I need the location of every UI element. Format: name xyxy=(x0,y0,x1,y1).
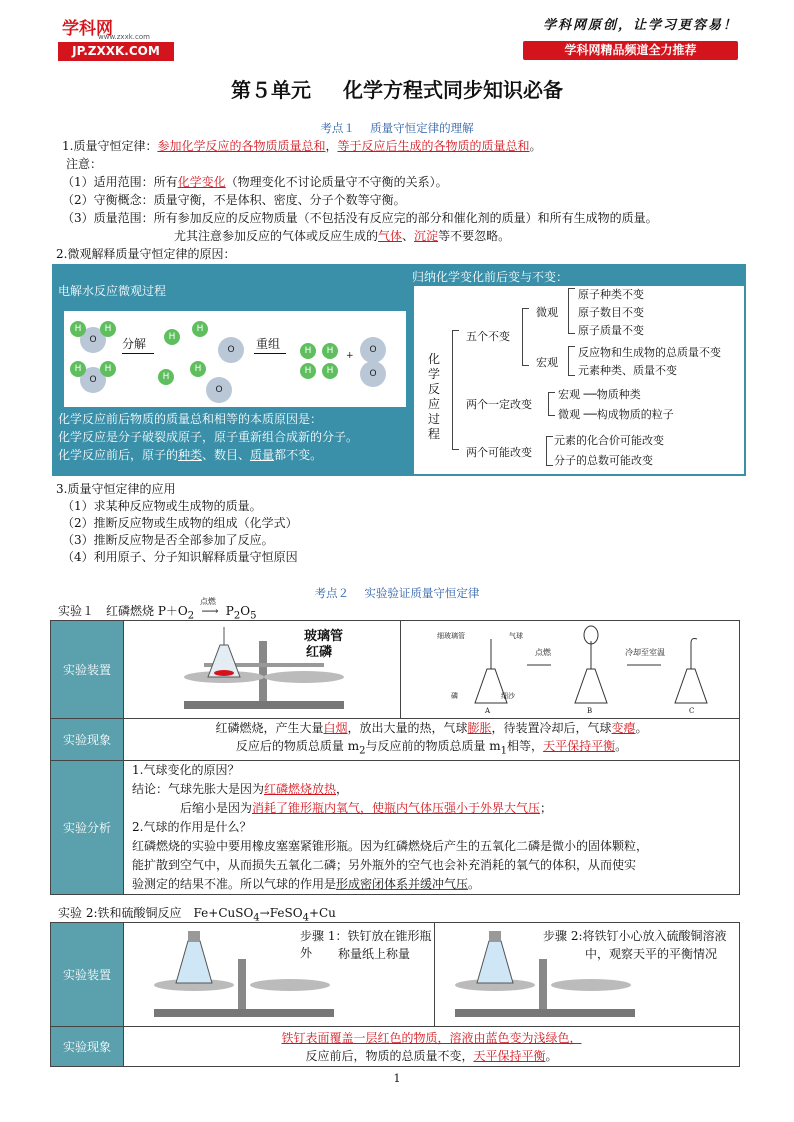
ph3-red: 铁钉表面覆盖一层红色的物质，溶液由蓝色变为浅绿色， xyxy=(281,1030,582,1045)
an3-a: 后缩小是因为 xyxy=(180,801,253,816)
phenomenon-1 xyxy=(124,719,740,761)
section-heading-2: 考点２ 实验验证质量守恒定律 xyxy=(314,586,480,600)
promo-banner: 学科网精品频道全力推荐 xyxy=(523,41,738,60)
logo-text: 学科网 xyxy=(62,19,113,39)
an3-b: ； xyxy=(540,801,553,816)
step-1-line-2: 称量纸上称量 xyxy=(338,947,411,961)
ph2-sub-2: 1 xyxy=(500,745,508,757)
an2-b: ， xyxy=(336,782,349,797)
two-may-change: 两个可能改变 xyxy=(466,446,532,459)
law-part1: 参加化学反应的各物质质量总和 xyxy=(157,139,326,153)
explain-3-mass: 质量 xyxy=(250,448,275,462)
maybe-item-2: 分子的总数可能改变 xyxy=(554,454,653,467)
note-2: （2）守衡概念：质量守衡，不是体积、密度、分子个数等守衡。 xyxy=(62,193,406,207)
application-2: （2）推断反应物或生成物的组成（化学式） xyxy=(62,516,298,530)
fig-b-label-1: 细玻璃管 xyxy=(437,632,465,640)
an7-a: 验测定的结果不准。所以气球的作用是 xyxy=(132,877,337,892)
experiment-2-table xyxy=(50,922,740,1067)
device-image-b xyxy=(401,621,740,719)
hydrogen-atom: H xyxy=(158,369,174,385)
arrow-icon xyxy=(254,353,286,354)
hydrogen-atom: H xyxy=(192,321,208,337)
title-name: 化学方程式同步知识必备 xyxy=(343,78,563,102)
exp1-condition: 点燃 xyxy=(199,597,216,606)
section-heading-1: 考点１ 质量守恒定律的理解 xyxy=(320,121,474,135)
note-1-red: 化学变化 xyxy=(177,175,226,189)
note-1-suffix: （物理变化不讨论质量守不守衡的关系）。 xyxy=(225,175,448,189)
logo-url: www.zxxk.com xyxy=(98,33,150,41)
row-phenomenon-label: 实验现象 xyxy=(51,719,124,761)
note-3b-precipitate: 沉淀 xyxy=(414,229,439,243)
electrolysis-diagram xyxy=(64,311,406,407)
page-title xyxy=(0,74,794,103)
application-1: （1）求某种反应物或生成物的质量。 xyxy=(62,499,262,513)
vertical-label: 化学反应过程 xyxy=(428,352,441,441)
fig-b-label-4: 细沙 xyxy=(501,692,515,700)
hydrogen-atom: H xyxy=(300,363,316,379)
ph1-a: 红磷燃烧，产生大量 xyxy=(215,721,324,735)
an2-a: 结论：气球先胀大是因为 xyxy=(132,782,265,797)
exp2-suffix: +Cu xyxy=(308,906,336,920)
analysis-line-5: 红磷燃烧的实验中要用橡皮塞塞紧锥形瓶。因为红磷燃烧后产生的五氧化二磷是微小的固体颗粒， xyxy=(132,839,649,854)
exp1-prefix: 实验１ 红磷燃烧 P＋O xyxy=(58,604,188,618)
fig-b-step-2: 冷却至室温 xyxy=(625,648,665,657)
brace xyxy=(452,330,459,450)
oxygen-atom: O xyxy=(360,361,386,387)
page-number: 1 xyxy=(393,1072,401,1085)
application-title: 3.质量守恒定律的应用 xyxy=(56,482,176,496)
an7-underlined: 形成密闭体系并缓冲气压 xyxy=(336,877,469,892)
note-label: 注意： xyxy=(66,157,103,171)
analysis-q2: 2.气球的作用是什么？ xyxy=(132,820,252,835)
hydrogen-atom: H xyxy=(100,321,116,337)
law-part2: 等于反应后生成的各物质的质量总和 xyxy=(337,139,530,153)
hydrogen-atom: H xyxy=(322,363,338,379)
oxygen-atom: O xyxy=(206,377,232,403)
exp1-product: P xyxy=(225,604,234,618)
ph1-c: ，待装置冷却后，气球 xyxy=(491,721,612,735)
macro-label: 宏观 xyxy=(536,356,558,369)
note-3b-gas: 气体 xyxy=(378,229,403,243)
ph1-smoke: 白烟 xyxy=(323,721,348,735)
change-item-1: 宏观 ──物质种类 xyxy=(558,388,641,401)
slogan: 学科网原创，让学习更容易！ xyxy=(542,18,738,33)
step-1-line-1: 步骤 1：铁钉放在锥形瓶外 xyxy=(300,929,432,960)
hydrogen-atom: H xyxy=(70,361,86,377)
fig-b-step-1: 点燃 xyxy=(535,648,551,657)
exp1-sub-o: 5 xyxy=(250,610,257,622)
device-image-2a xyxy=(124,923,435,1027)
exp2-prefix: 实验 2:铁和硫酸铜反应 Fe+CuSO xyxy=(58,906,254,920)
hydrogen-atom: H xyxy=(164,329,180,345)
fig-b-label-3: 磷 xyxy=(451,692,458,700)
fig-c: C xyxy=(689,707,695,715)
an3-red: 消耗了锥形瓶内氧气，使瓶内气体压强小于外界大气压 xyxy=(252,801,541,816)
brace xyxy=(568,288,575,334)
micro-label: 微观 xyxy=(536,306,558,319)
arrow-icon xyxy=(122,353,154,354)
exp1-sub: 2 xyxy=(187,610,195,622)
exp1-o: O xyxy=(240,604,251,618)
an7-b: 。 xyxy=(468,877,481,892)
explain-3-kind: 种类 xyxy=(178,448,203,462)
ph1-shrink: 变瘪 xyxy=(611,721,636,735)
ph1-d: 。 xyxy=(635,721,648,735)
law-prefix: 1.质量守恒定律： xyxy=(62,139,158,153)
row-phenomenon-label-2: 实验现象 xyxy=(51,1027,124,1067)
oxygen-atom: O xyxy=(218,337,244,363)
five-unchanged: 五个不变 xyxy=(466,330,510,343)
explain-line-1: 化学反应前后物质的质量总和相等的本质原因是： xyxy=(58,412,323,426)
phenomenon-2 xyxy=(124,1027,740,1067)
two-must-change: 两个一定改变 xyxy=(466,398,532,411)
explain-3-mid: 、数目、 xyxy=(202,448,251,462)
exp2-sub-1: 4 xyxy=(253,912,260,924)
ph4-b: 。 xyxy=(545,1048,558,1063)
macro-item-2: 元素种类、质量不变 xyxy=(578,364,677,377)
row-analysis-label: 实验分析 xyxy=(51,761,124,895)
maybe-item-1: 元素的化合价可能改变 xyxy=(554,434,664,447)
ph1-expand: 膨胀 xyxy=(467,721,492,735)
summary-title: 归纳化学变化前后变与不变： xyxy=(412,270,569,284)
micro-item-1: 原子种类不变 xyxy=(578,288,644,301)
change-item-2: 微观 ──构成物质的粒子 xyxy=(558,408,674,421)
ph2-c: 相等， xyxy=(507,739,544,753)
red-phosphorus-label: 红磷 xyxy=(306,645,333,660)
law-end: 。 xyxy=(529,139,542,153)
note-3b-sep: 、 xyxy=(402,229,415,243)
hydrogen-atom: H xyxy=(100,361,116,377)
brace xyxy=(548,392,555,416)
analysis-q1: 1.气球变化的原因？ xyxy=(132,763,240,778)
summary-diagram xyxy=(414,286,744,474)
logo-domain: JP.ZXXK.COM xyxy=(58,42,174,61)
experiment-1-table xyxy=(50,620,740,895)
analysis-line-6: 能扩散到空气中，从而损失五氧化二磷；另外瓶外的空气也会补充消耗的氧气的体积，从而使实 xyxy=(132,858,637,873)
note-1 xyxy=(62,173,448,191)
device-image-2b xyxy=(435,923,740,1027)
exp1-sub-p: 2 xyxy=(233,610,241,622)
note-3b-prefix: 尤其注意参加反应的气体或反应生成的 xyxy=(174,229,379,243)
step-2-line-1: 步骤 2:将铁钉小心放入硫酸铜溶液 xyxy=(543,929,727,943)
micro-item-2: 原子数目不变 xyxy=(578,306,644,319)
row-device-label: 实验装置 xyxy=(51,621,124,719)
micro-title: 2.微观解释质量守恒定律的原因： xyxy=(56,247,236,261)
law-line xyxy=(62,137,542,155)
ph2-sub-1: 2 xyxy=(359,745,366,757)
exp2-arrow: →FeSO xyxy=(259,906,303,920)
application-4: （4）利用原子、分子知识解释质量守恒原因 xyxy=(62,550,298,564)
ph2-balance: 天平保持平衡 xyxy=(543,739,616,753)
note-3: （3）质量范围：所有参加反应的反应物质量（不包括没有反应完的部分和催化剂的质量）和所有生成物的质量。 xyxy=(62,211,658,225)
ph2-d: 。 xyxy=(615,739,628,753)
exp1-arrow: ⟶ xyxy=(201,604,219,618)
law-comma: ， xyxy=(325,139,338,153)
micro-explanation xyxy=(58,410,358,464)
balance-icon xyxy=(124,621,394,715)
explain-line-2: 化学反应是分子破裂成原子，原子重新组合成新的分子。 xyxy=(58,430,359,444)
exp2-sub-2: 4 xyxy=(302,912,309,924)
micro-item-3: 原子质量不变 xyxy=(578,324,644,337)
hydrogen-atom: H xyxy=(190,361,206,377)
plus-sign: + xyxy=(346,351,354,361)
oxygen-atom: O xyxy=(80,367,106,393)
explain-3-suffix: 都不变。 xyxy=(274,448,323,462)
oxygen-atom: O xyxy=(360,337,386,363)
fig-b: B xyxy=(587,707,593,715)
brace xyxy=(522,308,529,366)
note-3b xyxy=(174,227,510,245)
hydrogen-atom: H xyxy=(300,343,316,359)
application-3: （3）推断反应物是否全部参加了反应。 xyxy=(62,533,274,547)
hydrogen-atom: H xyxy=(322,343,338,359)
ph1-b: ，放出大量的热，气球 xyxy=(347,721,468,735)
ph4-a: 反应前后，物质的总质量不变， xyxy=(305,1048,474,1063)
brace xyxy=(568,346,575,376)
micro-left-title: 电解水反应微观过程 xyxy=(58,282,408,302)
decompose-label: 分解 xyxy=(122,337,147,351)
hydrogen-atom: H xyxy=(70,321,86,337)
macro-item-1: 反应物和生成物的总质量不变 xyxy=(578,346,721,359)
analysis-1 xyxy=(124,761,740,895)
note-3b-suffix: 等不要忽略。 xyxy=(438,229,511,243)
ph2-b: 与反应前的物质总质量 m xyxy=(365,739,501,753)
oxygen-atom: O xyxy=(80,327,106,353)
ph4-balance: 天平保持平衡 xyxy=(473,1048,546,1063)
brace xyxy=(546,436,553,466)
an2-red: 红磷燃烧放热 xyxy=(264,782,337,797)
flask-sequence-icon xyxy=(461,625,737,717)
explain-3-prefix: 化学反应前后，原子的 xyxy=(58,448,179,462)
glass-tube-label: 玻璃管 xyxy=(304,629,344,644)
fig-b-label-2: 气球 xyxy=(509,632,523,640)
fig-a: A xyxy=(485,707,491,715)
explain-line-3 xyxy=(58,446,358,464)
ph2-a: 反应后的物质总质量 m xyxy=(235,739,360,753)
step-2-line-2: 中，观察天平的平衡情况 xyxy=(585,947,718,961)
note-1-prefix: （1）适用范围：所有 xyxy=(62,175,178,189)
recombine-label: 重组 xyxy=(256,337,281,351)
title-unit: 第５单元 xyxy=(231,78,311,102)
row-device-label-2: 实验装置 xyxy=(51,923,124,1027)
device-image-a xyxy=(124,621,401,719)
